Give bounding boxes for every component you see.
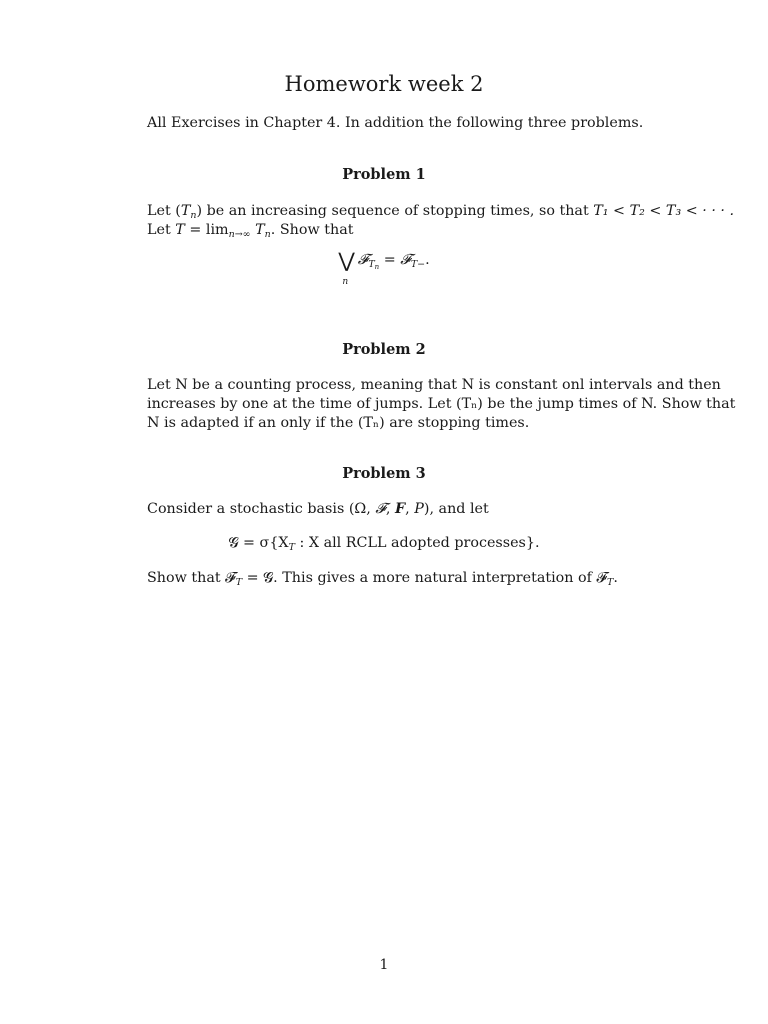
big-vee-operator: ⋁ n [338, 248, 355, 287]
problem-2-text [147, 376, 736, 433]
problem-2-line-1: Let N be a counting process, meaning that N is constant onl intervals and then [147, 377, 721, 393]
problem-2-line-2: increases by one at the time of jumps. Let (Tₙ) be the jump times of N. Show that [147, 396, 736, 412]
problem-3-intro: Consider a stochastic basis (Ω, 𝓕, F, P), and let [147, 501, 489, 517]
problem-3-formula: 𝓖 = $\sigma\{X_T$ : X all RCLL adopted processes}. [228, 535, 540, 553]
problem-3-heading: Problem 3 [342, 465, 426, 482]
problem-1-formula: ⋁ n 𝓕$_{T_n}$ = 𝓕$_{T-}$. [338, 248, 430, 287]
problem-3-conclusion: Show that 𝓕$_T$ = 𝓖. This gives a more natural interpretation of 𝓕$_T$. [147, 570, 618, 588]
problem-2-heading: Problem 2 [342, 341, 426, 358]
problem-2-line-3: N is adapted if an only if the (Tₙ) are stopping times. [147, 415, 530, 431]
problem-1-line-1: Let $(T_n)$ be an increasing sequence of stopping times, so that T₁ < T₂ < T₃ < · · · . [147, 203, 735, 221]
problem-1-line-2: Let $T = \lim_{n\to\infty} T_n$. Show that [147, 222, 354, 240]
intro-paragraph: All Exercises in Chapter 4. In addition the following three problems. [147, 115, 644, 131]
problem-1-text [147, 202, 735, 240]
document-title: Homework week 2 [284, 72, 484, 96]
page-number: 1 [379, 957, 389, 973]
problem-1-heading: Problem 1 [342, 166, 426, 183]
